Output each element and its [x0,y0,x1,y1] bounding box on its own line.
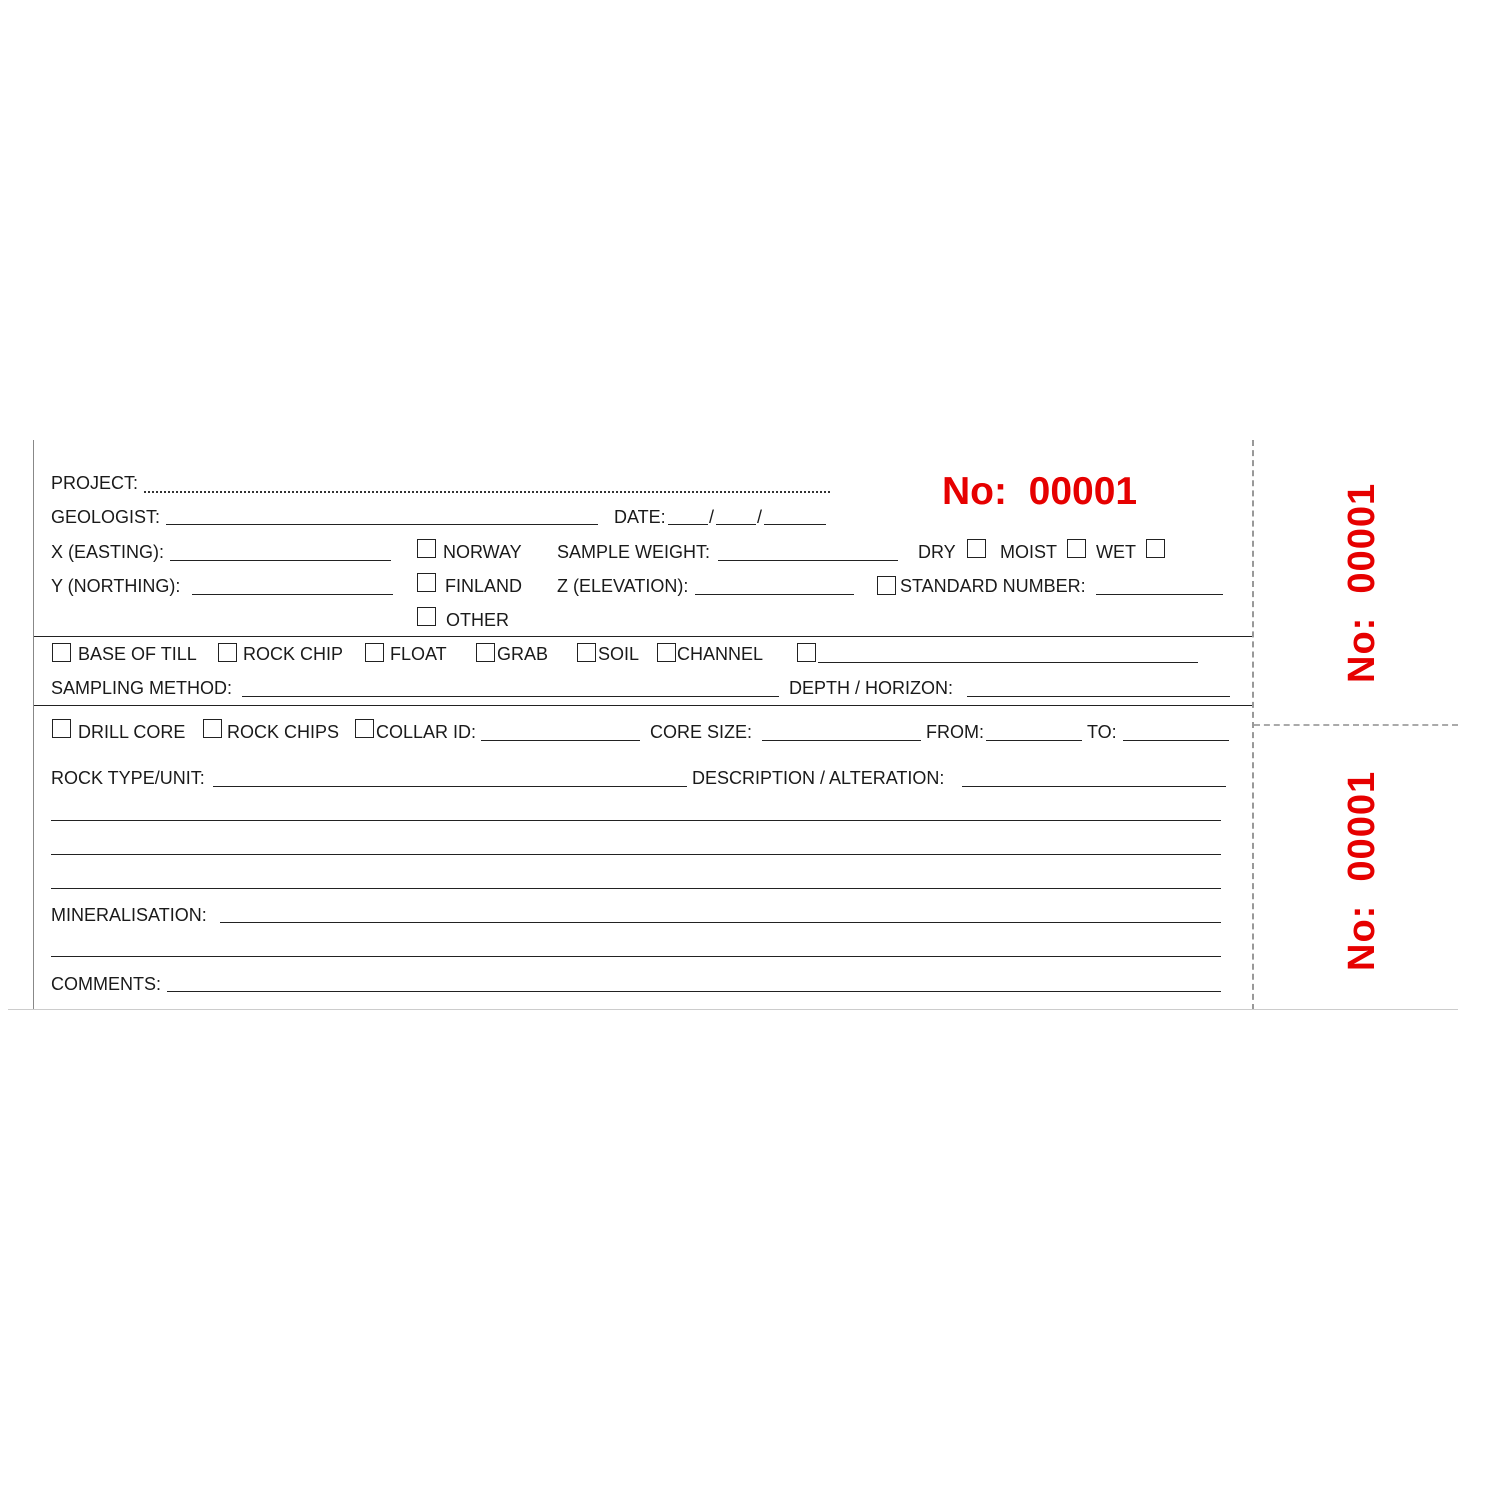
easting-field[interactable] [170,560,391,561]
easting-label: X (EASTING): [51,542,165,562]
rock-type-label: ROCK TYPE/UNIT: [51,768,205,788]
sampling-method-label: SAMPLING METHOD: [51,678,233,698]
other-label: OTHER [446,610,509,630]
date-separator: / [709,507,715,527]
drill-core-label: DRILL CORE [78,722,186,742]
rock-type-field[interactable] [213,786,687,787]
mineralisation-label: MINERALISATION: [51,905,207,925]
soil-label: SOIL [598,644,640,664]
project-field[interactable] [144,491,830,493]
collar-id-label: COLLAR ID: [376,722,477,742]
depth-horizon-field[interactable] [967,696,1230,697]
depth-horizon-label: DEPTH / HORIZON: [789,678,954,698]
ticket-number: No: 00001 [942,470,1138,513]
northing-label: Y (NORTHING): [51,576,181,596]
writing-line[interactable] [51,956,1221,957]
collar-id-checkbox[interactable] [355,719,374,738]
comments-label: COMMENTS: [51,974,161,994]
standard-number-field[interactable] [1096,594,1223,595]
other-checkbox[interactable] [417,607,436,626]
grab-checkbox[interactable] [476,643,495,662]
finland-label: FINLAND [445,576,523,596]
elevation-label: Z (ELEVATION): [557,576,689,596]
mineralisation-field[interactable] [220,922,1221,923]
date-day-field[interactable] [668,524,708,525]
elevation-field[interactable] [695,594,854,595]
form-bottom-border [8,1009,1458,1010]
date-separator: / [757,507,763,527]
to-label: TO: [1087,722,1117,742]
from-field[interactable] [986,740,1082,741]
moist-label: MOIST [1000,542,1057,562]
standard-number-checkbox[interactable] [877,576,896,595]
rock-chip-checkbox[interactable] [218,643,237,662]
date-year-field[interactable] [764,524,826,525]
section-divider-2 [34,705,1252,706]
section-divider-1 [34,636,1252,637]
comments-field[interactable] [167,991,1221,992]
stub-number-top: No: 00001 [1341,482,1383,683]
rock-chips-label: ROCK CHIPS [227,722,340,742]
soil-checkbox[interactable] [577,643,596,662]
writing-line[interactable] [51,888,1221,889]
standard-number-label: STANDARD NUMBER: [900,576,1086,596]
geologist-label: GEOLOGIST: [51,507,161,527]
channel-checkbox[interactable] [657,643,676,662]
finland-checkbox[interactable] [417,573,436,592]
northing-field[interactable] [192,594,393,595]
core-size-field[interactable] [762,740,921,741]
rock-chips-checkbox[interactable] [203,719,222,738]
base-of-till-label: BASE OF TILL [78,644,197,664]
dry-checkbox[interactable] [967,539,986,558]
stub-divider [1254,724,1458,726]
core-size-label: CORE SIZE: [650,722,753,742]
sample-weight-label: SAMPLE WEIGHT: [557,542,711,562]
norway-label: NORWAY [443,542,522,562]
geologist-field[interactable] [166,524,598,525]
channel-label: CHANNEL [677,644,764,664]
collar-id-field[interactable] [481,740,640,741]
other-sample-type-checkbox[interactable] [797,643,816,662]
moist-checkbox[interactable] [1067,539,1086,558]
float-label: FLOAT [390,644,447,664]
base-of-till-checkbox[interactable] [52,643,71,662]
drill-core-checkbox[interactable] [52,719,71,738]
writing-line[interactable] [51,854,1221,855]
wet-checkbox[interactable] [1146,539,1165,558]
project-label: PROJECT: [51,473,139,493]
to-field[interactable] [1123,740,1229,741]
grab-label: GRAB [497,644,549,664]
form-left-border [33,440,34,1010]
writing-line[interactable] [51,820,1221,821]
date-month-field[interactable] [716,524,756,525]
rock-chip-label: ROCK CHIP [243,644,344,664]
date-label: DATE: [614,507,666,527]
other-sample-type-field[interactable] [818,662,1198,663]
description-field[interactable] [962,786,1226,787]
wet-label: WET [1096,542,1136,562]
sample-weight-field[interactable] [718,560,898,561]
description-label: DESCRIPTION / ALTERATION: [692,768,945,788]
dry-label: DRY [918,542,956,562]
sampling-method-field[interactable] [242,696,779,697]
float-checkbox[interactable] [365,643,384,662]
stub-number-bottom: No: 00001 [1341,770,1383,971]
from-label: FROM: [926,722,984,742]
norway-checkbox[interactable] [417,539,436,558]
